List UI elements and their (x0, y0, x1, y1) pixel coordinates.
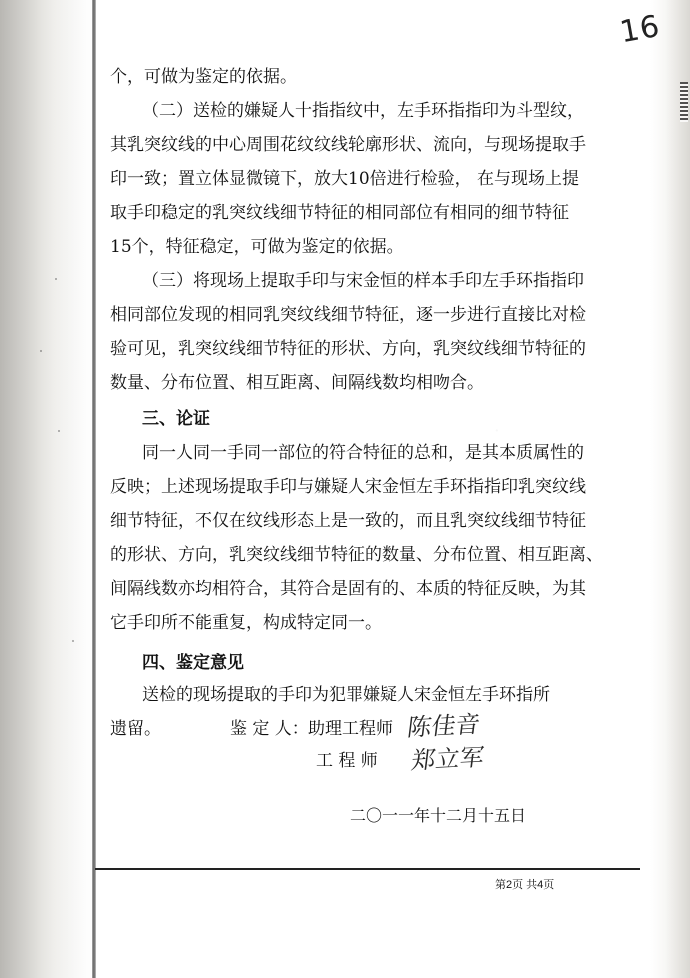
body-line-7: （三）将现场上提取手印与宋金恒的样本手印左手环指指印 (142, 271, 584, 291)
body-line-19: 送检的现场提取的手印为犯罪嫌疑人宋金恒左手环指所 (142, 685, 550, 705)
engineer-signature: 郑立军 (409, 743, 486, 775)
footer-page-number: 第2页 共4页 (495, 879, 555, 891)
body-line-12: 同一人同一手同一部位的符合特征的总和，是其本质属性的 (142, 443, 584, 463)
right-edge-mark (680, 82, 688, 122)
body-line-8: 相同部位发现的相同乳突纹线细节特征，逐一步进行直接比对检 (110, 305, 586, 325)
body-line-6: 15个，特征稳定，可做为鉴定的依据。 (110, 237, 404, 257)
body-line-17: 它手印所不能重复，构成特定同一。 (110, 613, 382, 633)
scan-dot (55, 278, 57, 280)
report-date: 二〇一一年十二月十五日 (350, 806, 527, 825)
scan-dot (40, 350, 42, 352)
section-heading-argument: 三、论证 (142, 409, 210, 429)
engineer-title: 工 程 师 (316, 751, 378, 771)
body-line-1: 个，可做为鉴定的依据。 (110, 67, 297, 87)
right-scan-edge (665, 0, 690, 978)
examiners-label: 鉴 定 人： (230, 719, 309, 739)
body-line-2: （二）送检的嫌疑人十指指纹中，左手环指指印为斗型纹， (142, 101, 584, 121)
binding-strip (92, 0, 96, 978)
assistant-engineer-signature: 陈佳音 (405, 710, 482, 742)
left-scan-shadow (0, 0, 100, 978)
body-line-4: 印一致；置立体显微镜下，放大10倍进行检验， 在与现场上提 (110, 169, 580, 189)
body-line-9: 验可见，乳突纹线细节特征的形状、方向，乳突纹线细节特征的 (110, 339, 586, 359)
handwritten-page-number: 16 (617, 8, 663, 51)
scan-dot (72, 640, 74, 642)
scan-dot (58, 430, 60, 432)
body-line-16: 间隔线数亦均相符合，其符合是固有的、本质的特征反映，为其 (110, 579, 586, 599)
signature-block (230, 710, 550, 795)
body-line-20: 遗留。 (110, 719, 161, 739)
section-heading-opinion: 四、鉴定意见 (142, 653, 244, 673)
footer-rule (95, 868, 640, 870)
body-line-14: 细节特征，不仅在纹线形态上是一致的，而且乳突纹线细节特征 (110, 511, 586, 531)
body-line-5: 取手印稳定的乳突纹线细节特征的相同部位有相同的细节特征 (110, 203, 569, 223)
body-line-13: 反映；上述现场提取手印与嫌疑人宋金恒左手环指指印乳突纹线 (110, 477, 586, 497)
body-line-10: 数量、分布位置、相互距离、间隔线数均相吻合。 (110, 373, 484, 393)
body-line-15: 的形状、方向，乳突纹线细节特征的数量、分布位置、相互距离、 (110, 545, 603, 565)
body-line-3: 其乳突纹线的中心周围花纹纹线轮廓形状、流向，与现场提取手 (110, 135, 586, 155)
assistant-engineer-title: 助理工程师 (308, 719, 393, 739)
